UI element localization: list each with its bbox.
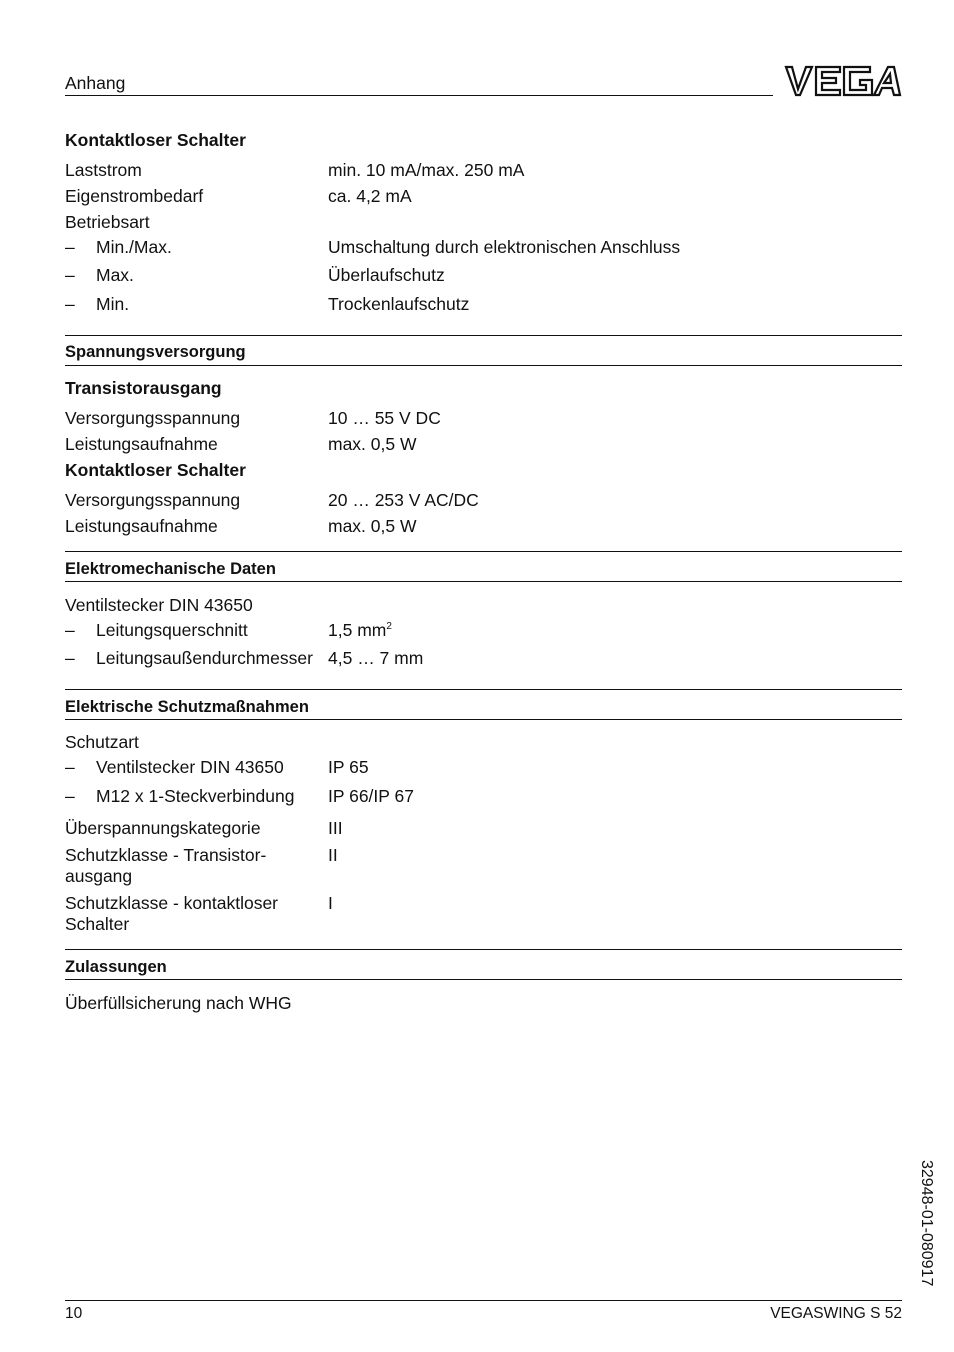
- ueberspannung-value: III: [328, 818, 343, 838]
- page-number: 10: [65, 1305, 83, 1322]
- list-dash: –: [65, 786, 75, 806]
- klasse-transistor-label-2: ausgang: [65, 866, 133, 886]
- footer-rule: [65, 1300, 902, 1301]
- k-versorgung-label: Versorgungsspannung: [65, 490, 241, 510]
- querschnitt-number: 1,5 mm: [328, 620, 387, 640]
- eigenstrom-label: Eigenstrombedarf: [65, 186, 204, 206]
- t-versorgung-value: 10 … 55 V DC: [328, 408, 441, 428]
- zulassung-item: Überfüllsicherung nach WHG: [65, 993, 292, 1013]
- querschnitt-value: [328, 622, 392, 640]
- section-title-zulassungen: Zulassungen: [65, 958, 167, 976]
- section-title-schutzmassnahmen: Elektrische Schutzmaßnahmen: [65, 698, 309, 716]
- klasse-transistor-value: II: [328, 845, 338, 865]
- transistor-heading: Transistorausgang: [65, 378, 222, 398]
- klasse-kontakt-label-2: Schalter: [65, 914, 130, 934]
- list-dash: –: [65, 237, 75, 257]
- list-dash: –: [65, 620, 75, 640]
- mode-value-minmax: Umschaltung durch elektronischen Anschluss: [328, 237, 681, 257]
- klasse-kontakt-value: I: [328, 893, 333, 913]
- k-leistung-label: Leistungsaufnahme: [65, 516, 218, 536]
- superscript-two: 2: [386, 621, 392, 632]
- section-rule-bottom: [65, 581, 902, 582]
- vega-logo: [784, 64, 902, 98]
- section-rule-top: [65, 551, 902, 552]
- mode-value-min: Trockenlaufschutz: [328, 294, 470, 314]
- laststrom-value: min. 10 mA/max. 250 mA: [328, 160, 525, 180]
- schutz-m12-label: M12 x 1-Steckverbindung: [96, 786, 295, 806]
- t-versorgung-label: Versorgungsspannung: [65, 408, 241, 428]
- mode-value-max: Überlaufschutz: [328, 265, 445, 285]
- durchmesser-label: Leitungsaußendurchmesser: [96, 648, 313, 668]
- kontaktloser-heading-2: Kontaktloser Schalter: [65, 460, 246, 480]
- t-leistung-value: max. 0,5 W: [328, 434, 417, 454]
- klasse-kontakt-label-1: Schutzklasse - kontaktloser: [65, 893, 279, 913]
- schutz-ventil-value: IP 65: [328, 757, 369, 777]
- t-leistung-label: Leistungsaufnahme: [65, 434, 218, 454]
- ueberspannung-label: Überspannungskategorie: [65, 818, 261, 838]
- schutz-ventil-label: Ventilstecker DIN 43650: [96, 757, 284, 777]
- section-rule-top: [65, 949, 902, 950]
- betriebsart-label: Betriebsart: [65, 212, 150, 232]
- footer-product: VEGASWING S 52: [770, 1305, 902, 1322]
- laststrom-label: Laststrom: [65, 160, 142, 180]
- section-title-elektromechanisch: Elektromechanische Daten: [65, 560, 276, 578]
- section-rule-top: [65, 335, 902, 336]
- kontaktloser-heading-1: Kontaktloser Schalter: [65, 130, 246, 150]
- eigenstrom-value: ca. 4,2 mA: [328, 186, 412, 206]
- list-dash: –: [65, 265, 75, 285]
- schutzart-label: Schutzart: [65, 732, 139, 752]
- section-rule-top: [65, 689, 902, 690]
- k-versorgung-value: 20 … 253 V AC/DC: [328, 490, 479, 510]
- header-section-title: Anhang: [65, 73, 126, 93]
- list-dash: –: [65, 294, 75, 314]
- schutz-m12-value: IP 66/IP 67: [328, 786, 414, 806]
- mode-label-minmax: Min./Max.: [96, 237, 172, 257]
- list-dash: –: [65, 757, 75, 777]
- section-rule-bottom: [65, 979, 902, 980]
- mode-label-min: Min.: [96, 294, 130, 314]
- document-code: 32948-01-080917: [918, 1160, 935, 1287]
- querschnitt-label: Leitungsquerschnitt: [96, 620, 248, 640]
- header-rule: [65, 95, 773, 96]
- klasse-transistor-label-1: Schutzklasse - Transistor-: [65, 845, 267, 865]
- section-title-spannungsversorgung: Spannungsversorgung: [65, 343, 246, 361]
- section-rule-bottom: [65, 719, 902, 720]
- durchmesser-value: 4,5 … 7 mm: [328, 648, 424, 668]
- k-leistung-value: max. 0,5 W: [328, 516, 417, 536]
- section-rule-bottom: [65, 365, 902, 366]
- list-dash: –: [65, 648, 75, 668]
- mode-label-max: Max.: [96, 265, 134, 285]
- vega-logo-icon: [784, 64, 902, 98]
- ventilstecker-label: Ventilstecker DIN 43650: [65, 595, 253, 615]
